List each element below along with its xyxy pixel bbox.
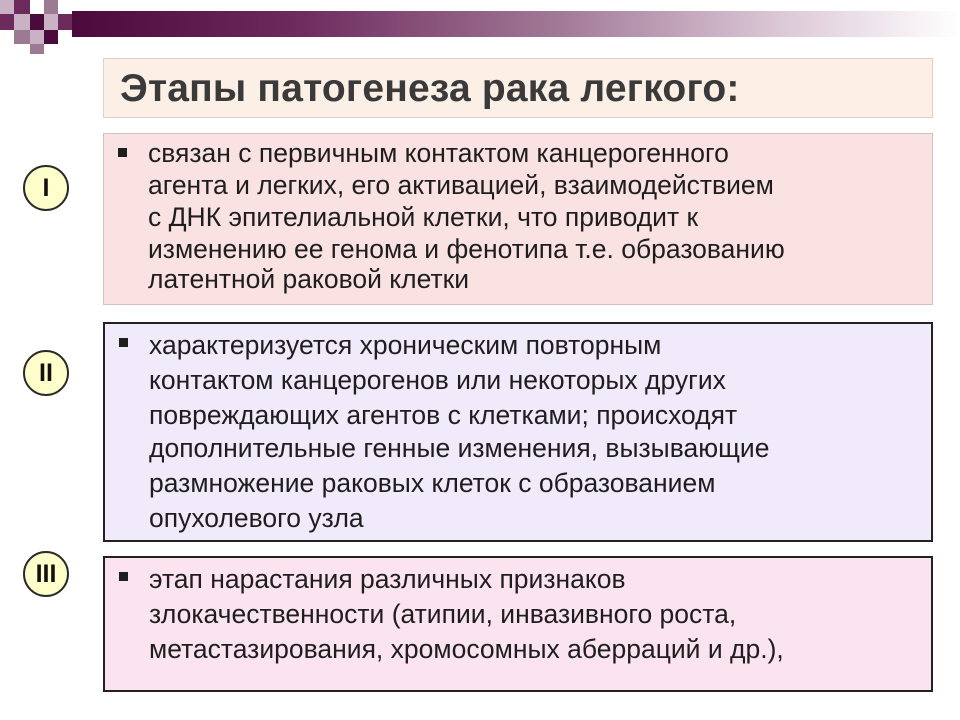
stage-numeral-2: II <box>23 350 69 396</box>
stage-2-box <box>103 322 933 542</box>
decor-square <box>44 30 58 44</box>
stage-numeral-1: I <box>23 165 69 211</box>
stage-1-line: латентной раковой клетки <box>148 264 470 294</box>
stage-1-line: агента и легких, его активацией, взаимодействием <box>148 170 774 200</box>
stage-2-line: размножение раковых клеток с образованием <box>149 468 716 498</box>
stage-3-line: злокачественности (атипии, инвазивного роста, <box>149 599 737 629</box>
stage-1-line: изменению ее генома и фенотипа т.е. образованию <box>148 234 785 264</box>
decor-square <box>30 30 44 44</box>
page-title: Этапы патогенеза рака легкого: <box>120 67 740 110</box>
decorative-header-bar <box>0 0 960 48</box>
stage-2-line: повреждающих агентов с клетками; происходят <box>149 400 738 430</box>
decor-square <box>44 0 58 14</box>
stage-1-line: с ДНК эпителиальной клетки, что приводит к <box>148 202 699 232</box>
bullet-icon <box>119 338 128 347</box>
header-gradient-stripe <box>72 11 960 37</box>
bullet-icon <box>119 572 128 581</box>
decor-square <box>30 0 44 14</box>
decor-square <box>58 14 72 30</box>
stage-2-line: характеризуется хроническим повторным <box>149 330 662 360</box>
decor-square <box>30 44 44 54</box>
bullet-icon <box>118 148 127 157</box>
decor-square <box>30 14 44 30</box>
stage-2-line: контактом канцерогенов или некоторых других <box>149 365 726 395</box>
decor-square <box>44 14 58 30</box>
decor-square <box>0 14 14 30</box>
stage-3-box <box>103 556 933 692</box>
title-box <box>103 58 933 118</box>
decor-square <box>14 30 30 44</box>
stage-3-line: метастазирования, хромосомных аберраций и др.), <box>149 634 784 664</box>
decor-square <box>0 0 14 14</box>
stage-2-line: опухолевого узла <box>149 503 364 533</box>
decor-square <box>14 14 30 30</box>
stage-1-line: связан с первичным контактом канцерогенного <box>148 138 729 168</box>
stage-3-line: этап нарастания различных признаков <box>149 564 626 594</box>
stage-2-line: дополнительные генные изменения, вызывающие <box>149 433 770 463</box>
decor-square <box>14 0 30 14</box>
stage-numeral-3: III <box>23 551 69 597</box>
stage-1-box <box>103 133 933 305</box>
